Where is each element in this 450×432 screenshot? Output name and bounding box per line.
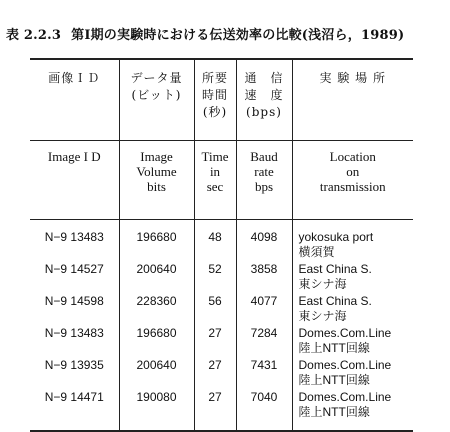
cell-bits: 200640 — [119, 262, 194, 294]
table-row — [30, 262, 413, 294]
cell-bps: 7431 — [236, 358, 292, 390]
location-en: Domes.Com.Line — [298, 390, 392, 404]
cell-bits: 190080 — [119, 390, 194, 431]
cell-location — [292, 294, 413, 326]
header-en-location: Location on transmission — [292, 141, 413, 220]
cell-location — [292, 390, 413, 431]
cell-seconds: 52 — [194, 262, 236, 294]
header-ja-image-id: 画像ＩＤ — [30, 59, 119, 141]
location-en: Domes.Com.Line — [298, 326, 392, 340]
cell-location — [292, 326, 413, 358]
cell-image-id: N−9 14527 — [30, 262, 119, 294]
header-row-japanese — [30, 59, 413, 141]
table-caption — [6, 24, 446, 43]
table-row — [30, 358, 413, 390]
header-ja-time: 所要 時間 (秒) — [194, 59, 236, 141]
cell-seconds: 27 — [194, 326, 236, 358]
transmission-efficiency-table — [30, 58, 413, 432]
location-en: Domes.Com.Line — [298, 358, 392, 372]
location-en: East China S. — [298, 262, 372, 276]
cell-image-id: N−9 13935 — [30, 358, 119, 390]
cell-image-id: N−9 14471 — [30, 390, 119, 431]
header-row-english — [30, 141, 413, 220]
cell-seconds: 48 — [194, 220, 236, 263]
cell-image-id: N−9 14598 — [30, 294, 119, 326]
location-en: East China S. — [298, 294, 372, 308]
cell-location — [292, 262, 413, 294]
table-row — [30, 220, 413, 263]
cell-location — [292, 358, 413, 390]
header-ja-speed: 通 信 速 度 (bps) — [236, 59, 292, 141]
location-ja: 陸上NTT回線 — [298, 373, 370, 387]
cell-bps: 7040 — [236, 390, 292, 431]
header-ja-location: 実 験 場 所 — [292, 59, 413, 141]
location-ja: 東シナ海 — [298, 309, 347, 323]
location-en: yokosuka port — [298, 230, 374, 244]
cell-image-id: N−9 13483 — [30, 220, 119, 263]
cell-bits: 200640 — [119, 358, 194, 390]
header-en-volume: Image Volume bits — [119, 141, 194, 220]
header-en-image-id: Image I D — [30, 141, 119, 220]
cell-bits: 196680 — [119, 326, 194, 358]
cell-bits: 196680 — [119, 220, 194, 263]
header-ja-data-volume: データ量 (ビット) — [119, 59, 194, 141]
cell-bps: 3858 — [236, 262, 292, 294]
cell-bps: 4098 — [236, 220, 292, 263]
location-ja: 東シナ海 — [298, 277, 347, 291]
cell-location — [292, 220, 413, 263]
header-en-time: Time in sec — [194, 141, 236, 220]
location-ja: 陸上NTT回線 — [298, 405, 370, 419]
table-row — [30, 294, 413, 326]
table-title: 第Ⅰ期の実験時における伝送効率の比較(浅沼ら，1989) — [71, 28, 405, 43]
location-ja: 陸上NTT回線 — [298, 341, 370, 355]
cell-seconds: 56 — [194, 294, 236, 326]
cell-seconds: 27 — [194, 390, 236, 431]
cell-image-id: N−9 13483 — [30, 326, 119, 358]
table-row — [30, 326, 413, 358]
header-en-baud: Baud rate bps — [236, 141, 292, 220]
table-row — [30, 390, 413, 431]
cell-bits: 228360 — [119, 294, 194, 326]
cell-bps: 7284 — [236, 326, 292, 358]
location-ja: 横須賀 — [298, 245, 335, 259]
cell-seconds: 27 — [194, 358, 236, 390]
cell-bps: 4077 — [236, 294, 292, 326]
table-number: 表 2.2.3 — [6, 28, 62, 43]
